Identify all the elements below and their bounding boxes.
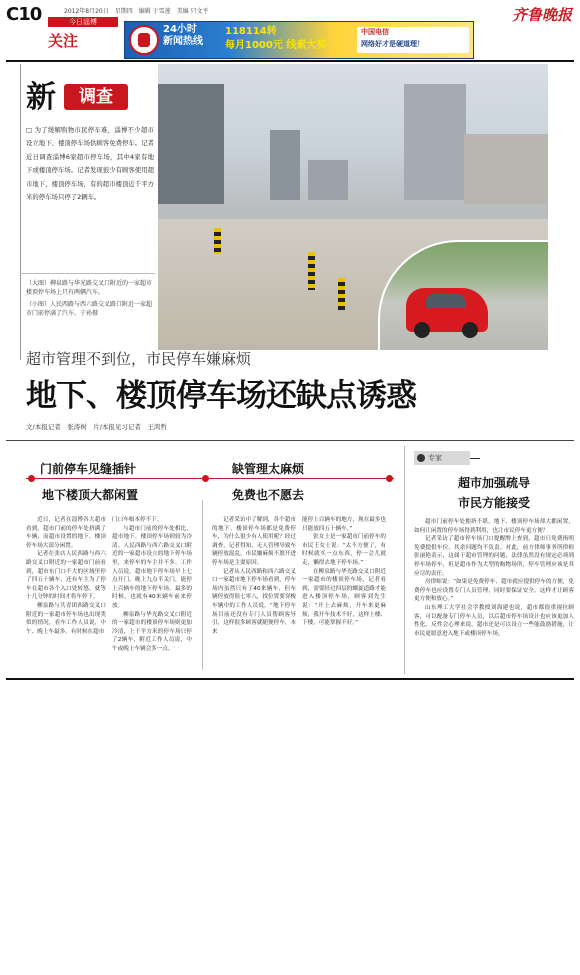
barrier-post <box>338 278 345 310</box>
body-column-3: 记者采访中了解到，各个超市的地下、楼顶停车场都是免费停车，为什么很少有人使用呢？经过调查，记者得知，无人管理导致车辆停放混乱，市民嫌麻烦不愿开进停车场是主要原因。 记者从人民西路和西六路交叉口一家超市地下停车场看到，停车场内虽然只有了40来辆车，但车辆停放得很七零八，找位置要穿梭车辆中的工作人员说，“地下停车场目前还没有专门人员帮顾客导引，这样很多顾客就随便停车，本来 <box>212 517 296 635</box>
barrier-post <box>214 228 221 254</box>
building-right <box>464 134 548 204</box>
expert-tag-rule <box>470 458 480 459</box>
article-intro: □ 为了缓解购物市民停车难，淄博不少超市设立地下、楼顶停车场供顾客免费停车。记者近日调查淄博6家超市停车场，其中4家有地下或楼顶停车场。记者发现很少有顾客使用超市地下、楼顶停车场，有的超市楼顶近千平方米的停车场只停了2辆车。 <box>26 126 154 202</box>
subhead-b1: 缺管理太麻烦 <box>232 462 305 476</box>
bottom-rule <box>6 678 574 680</box>
expert-divider <box>404 446 405 674</box>
logo-char-survey: 调查 <box>64 84 128 110</box>
caption-large: （大图）柳泉路与华光路交叉口附近的一家超市楼顶停车场上只有两辆汽车。 <box>26 280 153 296</box>
section-tag: 今日淄博 <box>48 17 118 27</box>
left-divider <box>20 64 21 360</box>
column-logo <box>26 72 132 116</box>
speech-icon <box>417 454 425 462</box>
building-tower <box>270 130 300 200</box>
section-name: 关注 <box>48 32 79 50</box>
red-dot <box>386 475 393 482</box>
ad-hotline: 24小时 新闻热线 <box>163 24 203 47</box>
caption-divider <box>20 273 155 274</box>
issue-meta: 2012年8月20日 星期四 编辑 于雪莲 美编 只文平 <box>64 8 209 15</box>
ad-prize: 118114转 每月1000元 线索大奖 <box>225 26 327 51</box>
barrier-post <box>308 252 315 290</box>
phone-icon <box>129 25 159 55</box>
caption-small: （小图）人民西路与西六路交叉路口附近一家超市门前停满了汽车。于孙摄 <box>26 301 153 317</box>
body-column-4: 能停上百辆车的地方，现在最多也只能放四五十辆车。” 张女士是一家超市门前停车的市民王女士说：“太不方便了，有时候就买一点东西，停一会儿就走，懒得去地下停车场。” 在柳泉路与华光路交叉口附近一家超市的楼顶停车场，记者看到，需要经过四层的螺旋道路才能进入楼顶停车场，顾客刘先生说：“开上去麻烦，开车来更麻烦，我开车技术不好，这样上楼、下楼，可能掌握不好。” <box>302 517 386 627</box>
advertisement-banner[interactable] <box>124 21 474 59</box>
headline-rule <box>6 440 574 441</box>
expert-body: 超市门前停车处拥挤不堪，地下、楼顶停车场却大都闲置，如何让闲置的停车场得到利用，也让市民停车更方便？ 记者采访了超市停车场门口提醒牌上查到，超市只免费指明免费提供车位，其余问题均不负责。对此，前方律师事务所律师张丽艳表示，这属于超市管理的问题，法律虽然没有规定必须到停车场停车，但是超市作为大型的购物场所，停车管理应该是其应尽的责任。 房律师说：“如果是免费停车，超市就应提供停车的方便，免费停车也应设置专门人员管理，同时要保证安全。这样才让顾客更方便和放心。” 山东理工大学社会学教授刘海建也说，超市都很重视拉顾客，可以配备专门停车人员，以后超市停车场设计也应该更加人性化，反性会心理来说，超市还是可以设立一些能鼓励措施，让市民更愿意进入地下或楼顶停车场。 <box>414 519 574 637</box>
parking-lot-photo <box>158 64 548 350</box>
expert-title-1: 超市加强疏导 <box>457 476 530 490</box>
masthead: 齐鲁晚报 <box>511 6 572 24</box>
ad-telecom: 中国电信 网络好才是硬道理！ <box>357 27 469 53</box>
photo-captions <box>26 279 154 321</box>
red-dot <box>28 475 35 482</box>
logo-char-new: 新 <box>26 80 56 115</box>
main-headline: 地下、楼顶停车场还缺点诱惑 <box>26 378 416 414</box>
subhead-b2: 免费也不愿去 <box>232 488 305 502</box>
building-left <box>158 84 224 204</box>
red-dot <box>202 475 209 482</box>
expert-tag: 专家 <box>414 451 470 465</box>
body-column-1: 近日，记者在淄博各大超市看到，超市门前的停车处挤满了车辆，而超市设置的地下、楼顶停车场大部分闲置。 记者在张店人民西路与西六路交叉口附近的一家超市门前看到，超市东门口不大的区域里停了四五十辆车，还有车主为了停车在超市各个入口处转悠，就等十几分钟的时间才将车停下。 柳泉路与共青团西路交叉口附近的一家超市停车场也出现类似的情况。看车工作人员说，中午、晚上车最多，有时候在超市 <box>26 517 106 635</box>
column-divider <box>202 500 203 670</box>
headline-kicker: 超市管理不到位，市民停车嫌麻烦 <box>26 350 252 368</box>
red-car <box>406 288 488 332</box>
page-number: C10 <box>6 4 42 25</box>
body-column-2: 门口车根本停不下。 与超市门前的停车处相比，超市地下、楼顶停车场则较为冷清。人民西路与西六路交叉口附近的一家超市设立的地下停车场里，来停车的车主并不多。工作人员说，超市地下停车场早上七点开门，晚上九点半关门，能停上百辆车的地下停车场，最多的时候，也就有40来辆车前来停放。 柳泉路与华光路交叉口附近的一家超市的楼顶停车场则更加冷清，上千平方米的停车场只停了2辆车，附近工作人员说，中午或晚上车辆会多一点。 <box>112 517 192 652</box>
subhead-red-rule <box>26 478 394 479</box>
expert-title-2: 市民方能接受 <box>457 496 530 510</box>
byline: 文/本报记者 张涛树 片/本报见习记者 王鸿哲 <box>26 423 167 431</box>
building-low <box>308 160 348 200</box>
subhead-a1: 门前停车见缝插针 <box>40 462 137 476</box>
subhead-a2: 地下楼顶大都闲置 <box>42 488 139 502</box>
building-highrise <box>404 84 466 200</box>
page-header <box>0 0 580 60</box>
header-rule <box>6 60 574 62</box>
